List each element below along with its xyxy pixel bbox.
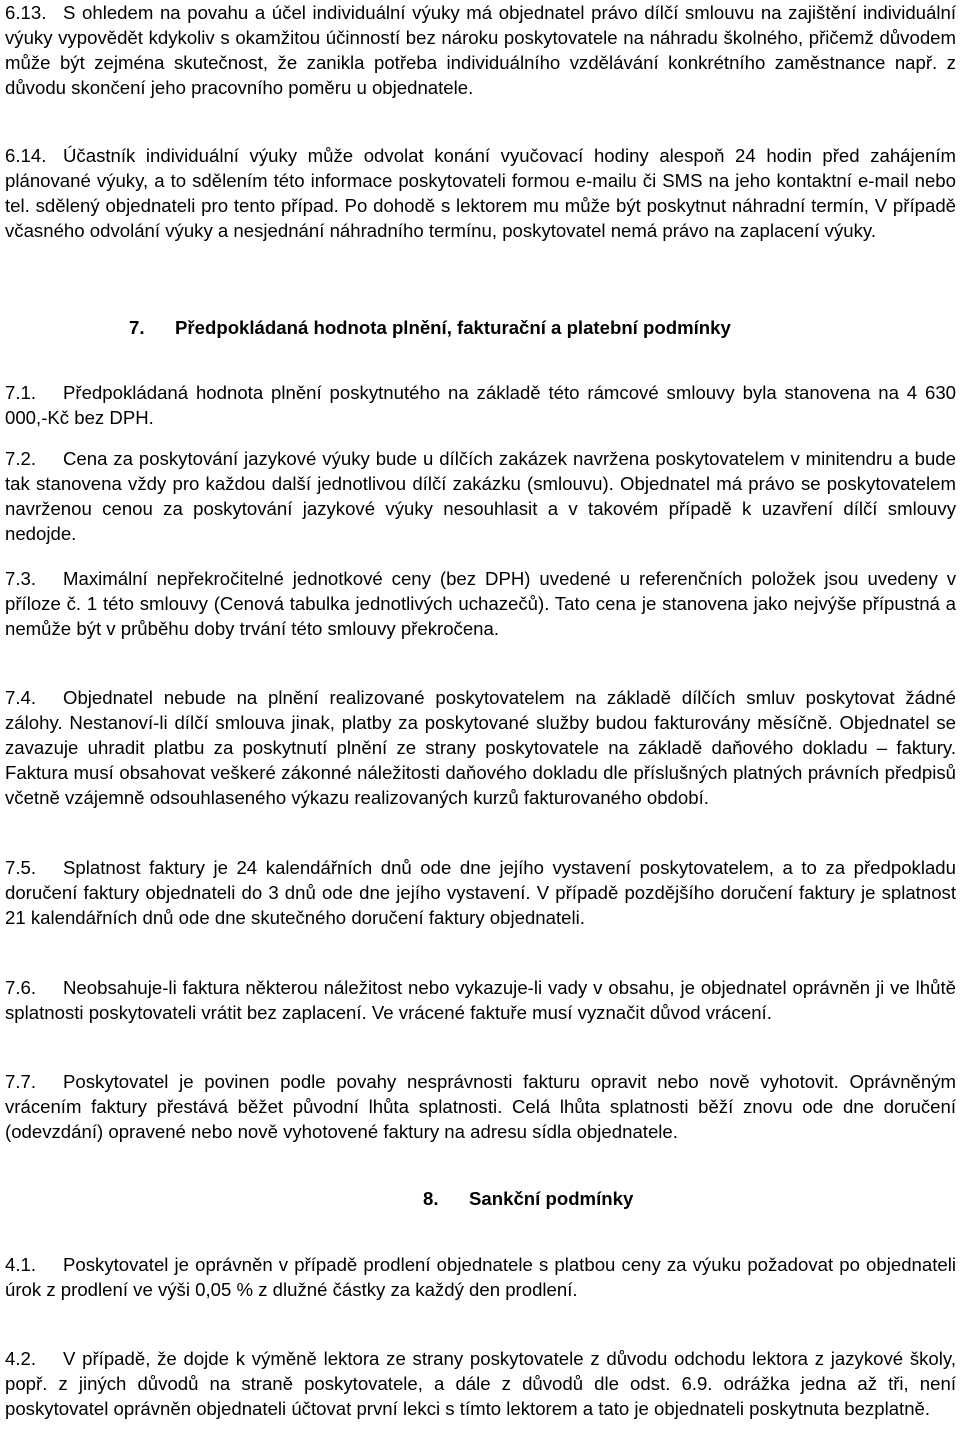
section-number: 7. <box>129 317 145 338</box>
paragraph-number: 7.1. <box>5 382 37 403</box>
paragraph-7-5 <box>5 855 956 930</box>
paragraph-7-6 <box>5 975 956 1025</box>
paragraph-6-14 <box>5 143 956 243</box>
paragraph-text: V případě, že dojde k výměně lektora ze strany poskytovatele z důvodu odchodu lektora z jazykové školy, popř. z jiných důvodů na straně poskytovatele, a dále z důvodů dle odst. 6.9. odrážka jedna až tři, není poskytovatel oprávněn objednateli účtovat první lekci s tímto lektorem a tato je objednateli poskytnuta bezplatně. <box>5 1348 956 1419</box>
paragraph-text: Poskytovatel je oprávněn v případě prodlení objednatele s platbou ceny za výuku požadovat po objednateli úrok z prodlení ve výši 0,05 % z dlužné částky za každý den prodlení. <box>5 1254 956 1300</box>
paragraph-text: Poskytovatel je povinen podle povahy nesprávnosti fakturu opravit nebo nově vyhotovit. Oprávněným vrácením faktury přestává běžet původní lhůta splatnosti. Celá lhůta splatnosti běží znovu ode dne doručení (odevzdání) opravené nebo nově vyhotovené faktury na adresu sídla objednatele. <box>5 1071 956 1142</box>
paragraph-number: 4.2. <box>5 1348 37 1369</box>
paragraph-7-4 <box>5 685 956 810</box>
paragraph-7-2 <box>5 446 956 546</box>
section-title: Sankční podmínky <box>469 1188 634 1209</box>
paragraph-text: Splatnost faktury je 24 kalendářních dnů ode dne jejího vystavení poskytovatelem, a to za předpokladu doručení faktury objednateli do 3 dnů ode dne jejího vystavení. V případě pozdějšího doručení faktury je splatnost 21 kalendářních dnů ode dne skutečného doručení faktury objednateli. <box>5 857 956 928</box>
paragraph-6-13 <box>5 0 956 100</box>
paragraph-4-2 <box>5 1346 956 1421</box>
paragraph-4-1 <box>5 1252 956 1302</box>
paragraph-text: Neobsahuje-li faktura některou náležitost nebo vykazuje-li vady v obsahu, je objednatel oprávněn ji ve lhůtě splatnosti poskytovateli vrátit bez zaplacení. Ve vrácené faktuře musí vyznačit důvod vrácení. <box>5 977 956 1023</box>
section-title: Předpokládaná hodnota plnění, fakturační a platební podmínky <box>175 317 731 338</box>
section-number: 8. <box>423 1188 439 1209</box>
paragraph-number: 4.1. <box>5 1254 37 1275</box>
paragraph-7-3 <box>5 566 956 641</box>
paragraph-text: Maximální nepřekročitelné jednotkové ceny (bez DPH) uvedené u referenčních položek jsou uvedeny v příloze č. 1 této smlouvy (Cenová tabulka jednotlivých uchazečů). Tato cena je stanovena jako nejvýše přípustná a nemůže být v průběhu doby trvání této smlouvy překročena. <box>5 568 956 639</box>
paragraph-text: S ohledem na povahu a účel individuální výuky má objednatel právo dílčí smlouvu na zajištění individuální výuky vypovědět kdykoliv s okamžitou účinností bez nároku poskytovatele na náhradu školného, přičemž důvodem může být zejména skutečnost, že zanikla potřeba individuálního vzdělávání konkrétního zaměstnance např. z důvodu skončení jeho pracovního poměru u objednatele. <box>5 2 956 98</box>
paragraph-7-1 <box>5 380 956 430</box>
paragraph-number: 7.5. <box>5 857 37 878</box>
paragraph-number: 7.4. <box>5 687 37 708</box>
section-heading-7 <box>129 315 731 340</box>
paragraph-number: 7.7. <box>5 1071 37 1092</box>
paragraph-number: 6.13. <box>5 2 47 23</box>
paragraph-text: Účastník individuální výuky může odvolat konání vyučovací hodiny alespoň 24 hodin před zahájením plánované výuky, a to sdělením této informace poskytovateli formou e-mailu či SMS na jeho kontaktní e-mail nebo tel. sdělený objednateli pro tento případ. Po dohodě s lektorem mu může být poskytnut náhradní termín, V případě včasného odvolání výuky a nesjednání náhradního termínu, poskytovatel nemá právo na zaplacení výuky. <box>5 145 956 241</box>
section-heading-8 <box>423 1186 633 1211</box>
paragraph-7-7 <box>5 1069 956 1144</box>
paragraph-number: 6.14. <box>5 145 47 166</box>
paragraph-number: 7.3. <box>5 568 37 589</box>
paragraph-number: 7.6. <box>5 977 37 998</box>
paragraph-number: 7.2. <box>5 448 37 469</box>
paragraph-text: Předpokládaná hodnota plnění poskytnutého na základě této rámcové smlouvy byla stanovena na 4 630 000,-Kč bez DPH. <box>5 382 956 428</box>
paragraph-text: Objednatel nebude na plnění realizované poskytovatelem na základě dílčích smluv poskytovat žádné zálohy. Nestanoví-li dílčí smlouva jinak, platby za poskytované služby budou fakturovány měsíčně. Objednatel se zavazuje uhradit platbu za poskytnutí plnění ze strany poskytovatele na základě daňového dokladu – faktury. Faktura musí obsahovat veškeré zákonné náležitosti daňového dokladu dle příslušných platných právních předpisů včetně vzájemně odsouhlaseného výkazu realizovaných kurzů fakturovaného období. <box>5 687 956 808</box>
paragraph-text: Cena za poskytování jazykové výuky bude u dílčích zakázek navržena poskytovatelem v minitendru a bude tak stanovena vždy pro každou další jednotlivou dílčí zakázku (smlouvu). Objednatel má právo se poskytovatelem navrženou cenou za poskytování jazykové výuky nesouhlasit a v takovém případě k uzavření dílčí smlouvy nedojde. <box>5 448 956 544</box>
